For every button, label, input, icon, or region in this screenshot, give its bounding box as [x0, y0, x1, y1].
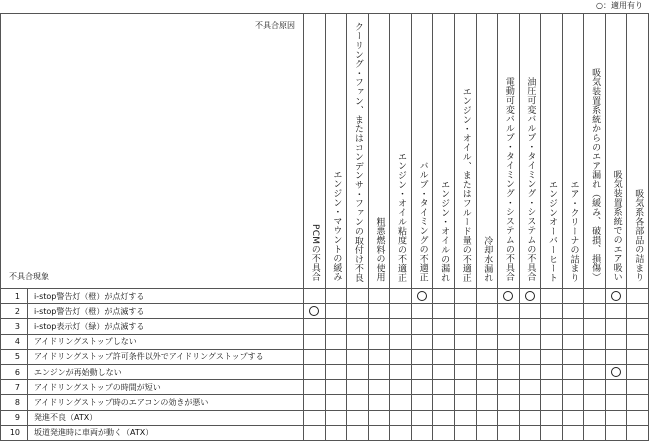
row-number: 10 [1, 425, 28, 440]
applicability-cell [605, 304, 627, 319]
cause-header-4 [368, 14, 390, 289]
applicability-cell [347, 410, 369, 425]
cause-header-15 [605, 14, 627, 289]
applicability-cell [368, 364, 390, 379]
applicability-cell [584, 349, 606, 364]
applicability-cell [390, 425, 412, 440]
applicability-cell [454, 364, 476, 379]
applicability-cell [390, 364, 412, 379]
row-number: 9 [1, 410, 28, 425]
applicability-cell [411, 304, 433, 319]
cause-label: PCMの不具合 [309, 224, 320, 282]
applicability-cell [476, 334, 498, 349]
applicability-cell [304, 364, 326, 379]
applicability-cell [627, 364, 649, 379]
applicability-cell [476, 349, 498, 364]
applicability-cell [368, 319, 390, 334]
applicability-cell [476, 304, 498, 319]
applicability-cell [498, 380, 520, 395]
table-row [1, 349, 649, 364]
applicability-cell [627, 319, 649, 334]
applicability-cell [325, 304, 347, 319]
cause-header-1 [304, 14, 326, 289]
applicability-cell [390, 319, 412, 334]
symptom-text: アイドリングストップしない [28, 334, 304, 349]
applicability-cell [519, 334, 541, 349]
applicability-cell [562, 364, 584, 379]
applicability-cell [433, 425, 455, 440]
applicability-cell [562, 289, 584, 304]
table-row [1, 319, 649, 334]
applicability-cell [541, 380, 563, 395]
applicability-cell [498, 319, 520, 334]
applicability-cell [498, 425, 520, 440]
applicability-cell [325, 319, 347, 334]
applicability-cell [584, 395, 606, 410]
applicability-cell [562, 410, 584, 425]
applicability-cell [519, 410, 541, 425]
cause-header-3 [347, 14, 369, 289]
table-row [1, 395, 649, 410]
applicability-cell [541, 349, 563, 364]
header-corner [1, 14, 304, 289]
applicable-circle-icon [611, 367, 621, 377]
applicability-cell [368, 410, 390, 425]
row-number: 4 [1, 334, 28, 349]
cause-header-14 [584, 14, 606, 289]
applicability-cell [347, 334, 369, 349]
cause-label: エンジン・オイルの漏れ [439, 179, 450, 282]
applicability-cell [476, 364, 498, 379]
cause-label: 電動可変バルブ・タイミング・システムの不具合 [503, 77, 514, 282]
applicability-cell [627, 334, 649, 349]
applicability-cell [347, 304, 369, 319]
applicability-cell [454, 380, 476, 395]
applicability-cell [498, 395, 520, 410]
cause-label: エア・クリーナの詰まり [568, 179, 579, 282]
applicability-cell [433, 410, 455, 425]
applicability-cell [562, 380, 584, 395]
applicability-cell [368, 304, 390, 319]
cause-header-5 [390, 14, 412, 289]
cause-label: 吸気系各部品の詰まり [633, 189, 644, 282]
applicability-cell [411, 380, 433, 395]
applicability-cell [498, 410, 520, 425]
applicability-cell [562, 334, 584, 349]
symptom-text: 坂道発進時に車両が動く（ATX） [28, 425, 304, 440]
applicability-cell [411, 395, 433, 410]
applicability-cell [562, 319, 584, 334]
applicability-cell [433, 319, 455, 334]
applicable-circle-icon [525, 291, 535, 301]
symptom-text: アイドリングストップの時間が短い [28, 380, 304, 395]
applicability-cell [411, 334, 433, 349]
cause-label: エンジン・マウントの緩み [331, 170, 342, 282]
applicability-cell [304, 289, 326, 304]
applicability-cell [519, 289, 541, 304]
symptom-text: アイドリングストップ許可条件以外でアイドリングストップする [28, 349, 304, 364]
row-number: 7 [1, 380, 28, 395]
cause-label: 冷却水漏れ [482, 235, 493, 282]
applicability-cell [454, 410, 476, 425]
table-row [1, 304, 649, 319]
applicability-cell [454, 425, 476, 440]
applicability-cell [498, 304, 520, 319]
applicability-cell [519, 319, 541, 334]
row-number: 5 [1, 349, 28, 364]
applicability-cell [541, 334, 563, 349]
cause-header-12 [541, 14, 563, 289]
cause-header-2 [325, 14, 347, 289]
cause-label: エンジンオーバーヒート [546, 179, 557, 282]
cause-header-8 [454, 14, 476, 289]
applicability-cell [627, 289, 649, 304]
cause-label: エンジン・オイル、またはフルード量の不適正 [460, 86, 471, 282]
applicability-cell [304, 425, 326, 440]
applicability-cell [347, 364, 369, 379]
cause-label: バルブ・タイミングの不適正 [417, 161, 428, 282]
applicability-cell [390, 380, 412, 395]
applicability-cell [347, 425, 369, 440]
applicability-cell [347, 349, 369, 364]
applicability-cell [627, 304, 649, 319]
applicability-cell [605, 425, 627, 440]
applicability-cell [519, 349, 541, 364]
applicability-cell [584, 410, 606, 425]
applicability-cell [433, 395, 455, 410]
applicability-cell [498, 349, 520, 364]
applicability-cell [454, 289, 476, 304]
applicability-cell [454, 349, 476, 364]
applicability-cell [541, 425, 563, 440]
applicability-cell [390, 334, 412, 349]
applicability-cell [476, 319, 498, 334]
applicability-cell [584, 425, 606, 440]
applicability-cell [433, 304, 455, 319]
table-row [1, 334, 649, 349]
applicability-cell [584, 380, 606, 395]
symptom-text: 発進不良（ATX） [28, 410, 304, 425]
applicability-cell [519, 395, 541, 410]
symptom-text: i-stop表示灯（緑）が点滅する [28, 319, 304, 334]
applicability-cell [541, 319, 563, 334]
applicability-cell [605, 395, 627, 410]
applicability-cell [605, 334, 627, 349]
cause-header-9 [476, 14, 498, 289]
applicability-cell [476, 410, 498, 425]
applicability-cell [476, 425, 498, 440]
cause-label: エンジン・オイル粘度の不適正 [396, 151, 407, 282]
applicability-cell [390, 410, 412, 425]
symptom-text: i-stop警告灯（橙）が点滅する [28, 304, 304, 319]
applicability-cell [498, 289, 520, 304]
cause-header-row [1, 14, 649, 289]
table-row [1, 289, 649, 304]
applicable-circle-icon [309, 306, 319, 316]
cause-label: 油圧可変バルブ・タイミング・システムの不具合 [525, 77, 536, 282]
applicability-cell [541, 410, 563, 425]
cause-axis-label: 不具合原因 [255, 21, 295, 30]
applicability-cell [325, 395, 347, 410]
cause-label: 粗悪燃料の使用 [374, 216, 385, 282]
symptom-text: エンジンが再始動しない [28, 364, 304, 379]
applicability-cell [454, 319, 476, 334]
applicability-cell [605, 289, 627, 304]
cause-label: 吸気装置系統からのエア漏れ（緩み、破損、損傷） [590, 68, 601, 282]
applicability-cell [627, 425, 649, 440]
applicability-cell [411, 364, 433, 379]
applicability-cell [433, 364, 455, 379]
applicability-cell [347, 395, 369, 410]
applicability-cell [627, 395, 649, 410]
applicability-cell [562, 349, 584, 364]
applicability-cell [411, 425, 433, 440]
table-row [1, 380, 649, 395]
applicability-cell [368, 349, 390, 364]
applicability-cell [476, 380, 498, 395]
cause-header-10 [498, 14, 520, 289]
applicability-cell [605, 349, 627, 364]
applicability-cell [347, 319, 369, 334]
applicability-cell [584, 334, 606, 349]
applicability-cell [562, 425, 584, 440]
applicability-cell [347, 289, 369, 304]
applicability-cell [454, 395, 476, 410]
row-number: 1 [1, 289, 28, 304]
applicability-cell [304, 395, 326, 410]
applicability-cell [368, 425, 390, 440]
applicability-cell [411, 410, 433, 425]
cause-header-6 [411, 14, 433, 289]
applicability-cell [325, 364, 347, 379]
applicability-cell [325, 410, 347, 425]
applicability-cell [476, 395, 498, 410]
applicability-cell [562, 395, 584, 410]
applicability-cell [325, 380, 347, 395]
table-row [1, 425, 649, 440]
applicability-cell [605, 380, 627, 395]
applicability-cell [325, 289, 347, 304]
applicability-cell [498, 364, 520, 379]
applicability-cell [605, 364, 627, 379]
applicability-cell [541, 304, 563, 319]
applicability-cell [325, 349, 347, 364]
cause-header-13 [562, 14, 584, 289]
cause-header-16 [627, 14, 649, 289]
applicability-cell [411, 289, 433, 304]
applicability-cell [541, 395, 563, 410]
applicability-cell [368, 395, 390, 410]
applicability-cell [433, 289, 455, 304]
cause-header-7 [433, 14, 455, 289]
applicability-cell [476, 289, 498, 304]
applicability-cell [605, 319, 627, 334]
row-number: 8 [1, 395, 28, 410]
applicability-cell [347, 380, 369, 395]
phenomenon-axis-label: 不具合現象 [9, 272, 49, 281]
applicability-cell [519, 364, 541, 379]
applicability-cell [519, 425, 541, 440]
applicability-cell [519, 380, 541, 395]
applicability-cell [584, 289, 606, 304]
applicability-cell [584, 364, 606, 379]
applicability-cell [454, 334, 476, 349]
applicable-circle-icon [503, 291, 513, 301]
applicable-circle-icon [417, 291, 427, 301]
applicability-cell [368, 289, 390, 304]
applicability-cell [541, 289, 563, 304]
applicability-cell [454, 304, 476, 319]
table-row [1, 410, 649, 425]
cause-header-11 [519, 14, 541, 289]
row-number: 2 [1, 304, 28, 319]
table-row [1, 364, 649, 379]
applicability-cell [627, 349, 649, 364]
applicability-cell [562, 304, 584, 319]
applicability-cell [368, 380, 390, 395]
applicability-cell [325, 334, 347, 349]
legend-note: ○：適用有り [596, 1, 643, 10]
applicability-cell [541, 364, 563, 379]
applicability-cell [304, 380, 326, 395]
applicability-cell [584, 304, 606, 319]
symptom-text: i-stop警告灯（橙）が点灯する [28, 289, 304, 304]
applicability-cell [368, 334, 390, 349]
row-number: 6 [1, 364, 28, 379]
applicability-cell [304, 319, 326, 334]
applicability-cell [584, 319, 606, 334]
applicability-cell [304, 334, 326, 349]
applicability-cell [304, 304, 326, 319]
row-number: 3 [1, 319, 28, 334]
symptom-text: アイドリングストップ時のエアコンの効きが悪い [28, 395, 304, 410]
applicability-cell [498, 334, 520, 349]
applicability-cell [605, 410, 627, 425]
applicability-cell [411, 319, 433, 334]
applicability-cell [627, 410, 649, 425]
applicability-cell [390, 349, 412, 364]
applicability-cell [390, 289, 412, 304]
applicability-cell [519, 304, 541, 319]
cause-label: クーリング・ファン、またはコンデンサ・ファンの取付け不良 [352, 21, 363, 282]
applicability-cell [433, 334, 455, 349]
applicability-cell [411, 349, 433, 364]
applicability-cell [390, 395, 412, 410]
applicability-cell [304, 410, 326, 425]
symptom-cause-table [0, 13, 649, 441]
applicable-circle-icon [611, 291, 621, 301]
applicability-cell [390, 304, 412, 319]
applicability-cell [433, 380, 455, 395]
applicability-cell [433, 349, 455, 364]
applicability-cell [304, 349, 326, 364]
applicability-cell [325, 425, 347, 440]
cause-label: 吸気装置系統でのエア吸い [611, 170, 622, 282]
applicability-cell [627, 380, 649, 395]
